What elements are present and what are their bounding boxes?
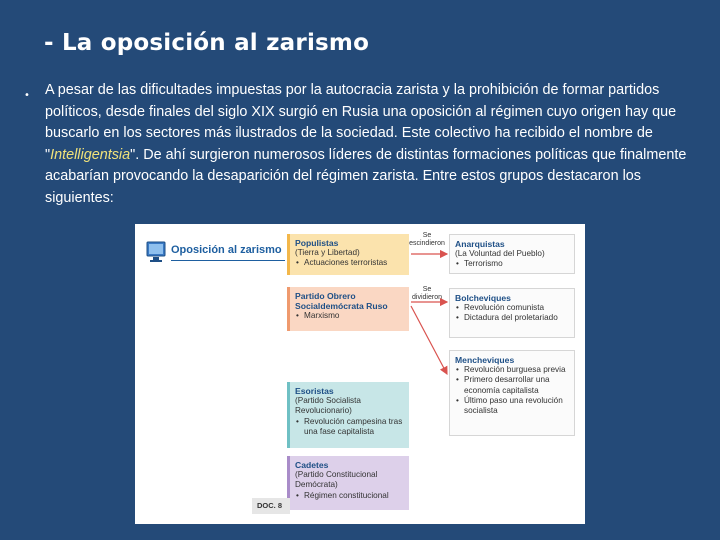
split-note-2-line-2: dividieron: [412, 294, 442, 301]
body-paragraph: [45, 80, 695, 209]
populistas-sub: (Tierra y Libertad): [295, 248, 360, 258]
mencheviques-point-1: • Revolución burguesa previa: [464, 365, 569, 375]
split-note-1-line-2: escindieron: [409, 240, 445, 247]
doc-label: DOC. 8: [252, 498, 290, 514]
slide-title: - La oposición al zarismo: [44, 30, 370, 56]
populistas-heading: Populistas: [295, 238, 339, 248]
bolcheviques-heading: Bolcheviques: [455, 293, 511, 303]
populistas-point: • Actuaciones terroristas: [304, 258, 404, 268]
intelligentsia-term: Intelligentsia: [50, 146, 131, 163]
posdr-point: • Marxismo: [304, 311, 404, 321]
diagram-title: Oposición al zarismo: [171, 244, 282, 256]
arrow-posdr-mencheviques: [411, 306, 447, 374]
mencheviques-point-3: • Último paso una revolución socialista: [464, 396, 569, 416]
cadetes-sub-1: (Partido Constitucional: [295, 470, 378, 480]
split-arrows: [135, 224, 585, 524]
anarquistas-sub: (La Voluntad del Pueblo): [455, 249, 545, 259]
cadetes-sub-2: Demócrata): [295, 480, 338, 490]
cadetes-heading: Cadetes: [295, 460, 329, 470]
split-note-2-line-1: Se: [422, 286, 432, 293]
esoristas-sub-1: (Partido Socialista: [295, 396, 361, 406]
esoristas-sub-2: Revolucionario): [295, 406, 352, 416]
opposition-diagram: [135, 224, 585, 524]
cadetes-point: • Régimen constitucional: [304, 491, 404, 501]
mencheviques-heading: Mencheviques: [455, 355, 515, 365]
anarquistas-point: • Terrorismo: [464, 259, 569, 269]
esoristas-point: • Revolución campesina tras una fase capitalista: [304, 417, 404, 437]
bolcheviques-point-2: • Dictadura del proletariado: [464, 313, 569, 323]
bolcheviques-point-1: • Revolución comunista: [464, 303, 569, 313]
anarquistas-heading: Anarquistas: [455, 239, 505, 249]
paragraph-text-end: ". De ahí surgieron numerosos líderes de distintas formaciones políticas que finalmente acabarían provocando la desaparición del régimen zarista. Entre estos grupos destacaron los siguientes:: [45, 146, 687, 206]
mencheviques-point-2: • Primero desarrollar una economía capitalista: [464, 375, 569, 395]
bullet-marker: •: [24, 90, 30, 101]
esoristas-heading: Esoristas: [295, 386, 334, 396]
posdr-heading: Partido Obrero Socialdemócrata Ruso: [295, 291, 388, 312]
paragraph-text-start: A pesar de las dificultades impuestas por la autocracia zarista y la prohibición de formar partidos políticos, desde finales del siglo XIX surgió en Rusia una oposición al régimen cuyo origen hay que buscarlo en los sectores más ilustrados de la sociedad. Este colectivo ha recibido el nombre de ": [45, 82, 677, 163]
split-note-1-line-1: Se: [422, 232, 432, 239]
